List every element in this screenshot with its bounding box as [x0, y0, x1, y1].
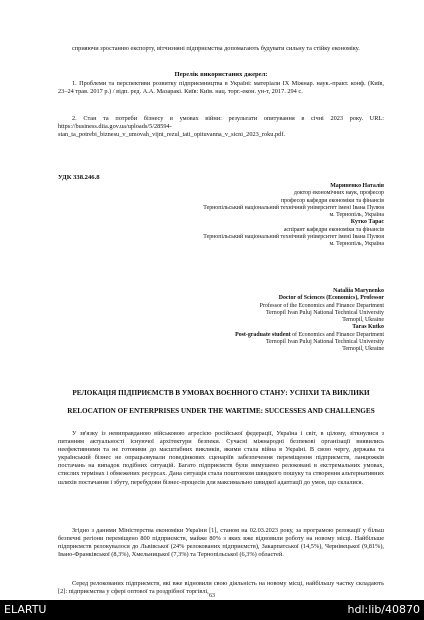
author-affiliation-line: Professor of the Economics and Finance Department [259, 302, 384, 309]
author-affiliation-line: доктор економічних наук, професор [293, 190, 384, 197]
article-title-ukrainian: РЕЛОКАЦІЯ ПІДПРИЄМСТВ В УМОВАХ ВОЄННОГО СТАНУ: УСПІХИ ТА ВИКЛИКИ [72, 389, 370, 397]
author-affiliation-line: м. Тернопіль, Україна [329, 212, 384, 219]
author-affiliation-line: of Economics and Finance Department [292, 331, 384, 338]
udc-code: УДК 338.246.8 [58, 174, 100, 181]
body-paragraph: Серед релокованих підприємств, які вже відновили свою діяльність на новому місці, найбільшу частку складають [2]: підприємства у сфері оптової та роздрібної торгівлі, [58, 580, 384, 596]
author-name: Мариненко Наталія [330, 183, 384, 189]
body-paragraph: Згідно з даними Міністерства економіки України [1], станом на 02.03.2023 року, за програмою релокації у більш безпечні регіони переміщено 800 підприємств, майже 80% з яких вже відновили роботу на новому місці. Найбільше підприємств релокувалося до Львівської (24% релокованих підприємств), Закарпатської (14,5%), Чернівецької (9,81%), Івано-Франківської (8,3%), Хмельницької (7,3%) та Тернопільської (6,3%) областей. [58, 527, 384, 559]
article-title-english: RELOCATION OF ENTERPRISES UNDER THE WARTIME: SUCCESSES AND CHALLENGES [67, 407, 375, 415]
handle-identifier: hdl:lib/40870 [347, 603, 420, 616]
authors-ukrainian [84, 183, 384, 249]
page-number: 63 [209, 593, 215, 599]
author-affiliation-line: Ternopil, Ukraine [342, 317, 384, 324]
author-affiliation-line: професор кафедри економіки та фінансів [280, 197, 384, 204]
intro-paragraph: сприяючи зростанню експорту, вітчизняні підприємства допомагають будувати сильну та стійку економіку. [72, 45, 360, 52]
footer-bar [0, 600, 424, 620]
reference-item: 2. Стан та потреби бізнесу в умовах війни: результати опитування в січні 2023 року. URL: https://business.diia.gov.ua/uploads/5/28594-stan_ta_potrebi_biznesu_v_umovah_vijni_rezul_tati_opituvanna_v_sicni_2023_roku.pdf. [58, 115, 384, 139]
authors-english [84, 288, 384, 354]
author-name: Nataliia Marynenko [333, 288, 384, 294]
author-name: Кутко Тарас [350, 219, 384, 226]
repository-label: ELARTU [4, 603, 47, 616]
author-affiliation-line: Ternopil Ivan Puluj National Technical University [266, 339, 384, 346]
author-degree: Doctor of Sciences (Economics), Professor [278, 295, 384, 302]
author-affiliation-line: м. Тернопіль, Україна [329, 241, 384, 248]
author-affiliation-line: Тернопільський національний технічний університет імені Івана Пулюя [203, 234, 384, 241]
body-paragraph: У зв'язку із невиправданою військовою агресією російської федерації, Україна і світ, в цілому, зіткнулися з питанням актуальності існуючої архітектури безпеки. Сучасні міжнародні безпекові організації виявились неефективними та не готовими до масштабних викликів, якими стала війна в Україні. В свою чергу, держава та український бізнес не опрацьовували поведінкових сценаріїв забезпечення переміщення підприємств, ланцюжків постачань на випадок подібних ситуацій. Багато підприємств були вимушено релоковані в екстремальних умовах, стислих термінах і обмежених ресурсах. Дана ситуація стала поштовхом швидкого пошуку та створення альтернативних шляхів постачання і збуту, перебудови бізнес-процесів для максимально швидкої адаптації до умов, що склалися. [58, 430, 384, 486]
reference-item: 1. Проблеми та перспективи розвитку підприємництва в Україні: матеріали IX Міжнар. наук.-практ. конф. (Київ, 23–24 трав. 2017 р.) / відп. ред. А.А. Мазаракі. Київ: Київ. нац. торг.-екон. ун-т, 2017. 294 с. [58, 80, 384, 96]
author-affiliation-line: Ternopil, Ukraine [342, 346, 384, 353]
author-name: Taras Kutko [352, 324, 384, 331]
author-affiliation-line: аспірант кафедри економіки та фінансів [283, 226, 384, 233]
author-affiliation-line: Ternopil Ivan Puluj National Technical University [266, 309, 384, 316]
author-affiliation-line: Тернопільський національний технічний університет імені Івана Пулюя [203, 204, 384, 211]
references-title: Перелік використаних джерел: [174, 71, 268, 78]
author-status: Post-graduate student [235, 331, 291, 338]
